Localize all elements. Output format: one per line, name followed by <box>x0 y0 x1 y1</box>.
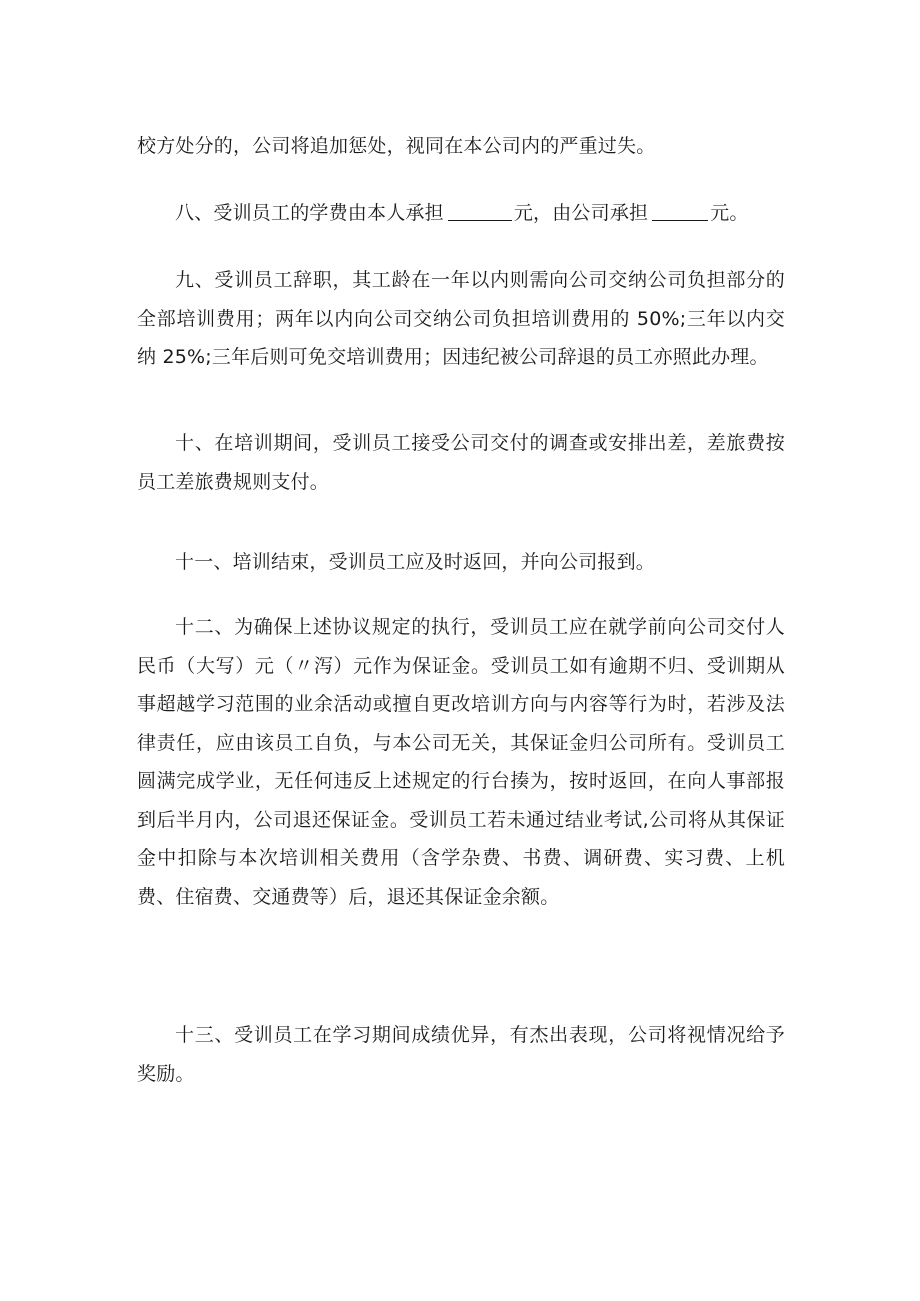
paragraph-clause-13: 十三、受训员工在学习期间成绩优异，有杰出表现，公司将视情况给予奖励。 <box>137 1024 785 1085</box>
paragraph-clause-8 <box>137 194 785 233</box>
paragraph-clause-11: 十一、培训结束，受训员工应及时返回，并向公司报到。 <box>175 551 656 573</box>
clause-8-text-end: 元。 <box>710 202 749 224</box>
paragraph-clause-9: 九、受训员工辞职，其工龄在一年以内则需向公司交纳公司负担部分的全部培训费用；两年以内向公司交纳公司负担培训费用的 50%;三年以内交纳 25%;三年后则可免交培训费用；因违纪被公司辞退的员工亦照此办理。 <box>137 269 785 368</box>
paragraph-continuation: 校方处分的，公司将追加惩处，视同在本公司内的严重过失。 <box>137 135 656 157</box>
paragraph-clause-10: 十、在培训期间，受训员工接受公司交付的调查或安排出差，差旅费按员工差旅费规则支付。 <box>137 432 785 493</box>
tuition-company-amount-blank <box>652 202 708 221</box>
paragraph-clause-12: 十二、为确保上述协议规定的执行，受训员工应在就学前向公司交付人民币（大写）元（〃泻）元作为保证金。受训员工如有逾期不归、受训期从事超越学习范围的业余活动或擅自更改培训方向与内容等行为时，若涉及法律责任，应由该员工自负，与本公司无关，其保证金归公司所有。受训员工圆满完成学业，无任何违反上述规定的行台揍为，按时返回，在向人事部报到后半月内，公司退还保证金。受训员工若未通过结业考试,公司将从其保证金中扣除与本次培训相关费用（含学杂费、书费、调研费、实习费、上机费、住宿费、交通费等）后，退还其保证金余额。 <box>137 616 785 908</box>
tuition-self-amount-blank <box>448 202 512 221</box>
clause-8-text-middle: 元，由公司承担 <box>513 202 649 224</box>
clause-8-text-start: 八、受训员工的学费由本人承担 <box>175 202 444 224</box>
